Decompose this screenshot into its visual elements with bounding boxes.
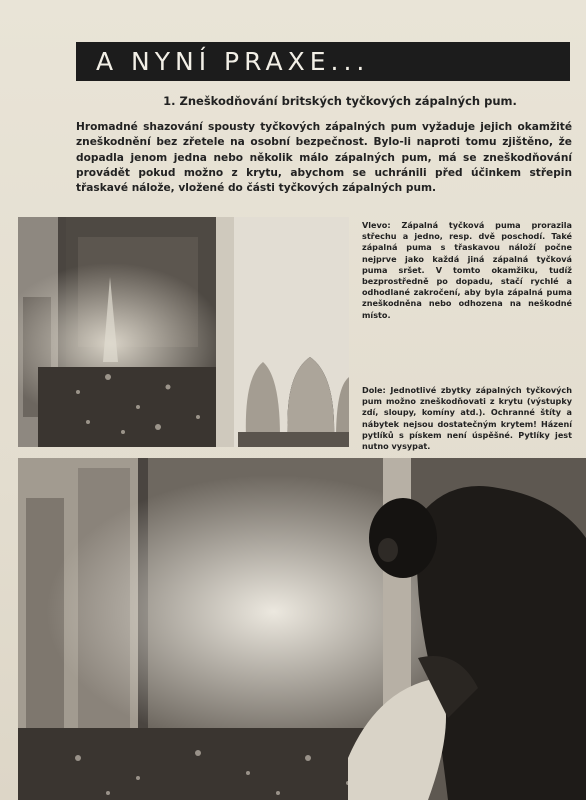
- section-heading: 1. Zneškodňování britských tyčkových zápalných pum.: [163, 94, 517, 108]
- caption-below: Dole: Jednotlivé zbytky zápalných tyčkových pum možno zneškodňovati z krytu (výstupky zdí, sloupy, komíny atd.). Ochranné štíty a nábytek nejsou dostatečným krytem! Házení pytlíků s pískem není úspěšné. Pytlíky jest nutno vysypat.: [362, 385, 572, 452]
- intro-paragraph: Hromadné shazování spousty tyčkových zápalných pum vyžaduje jejich okamžité zneškodnění bez zřetele na osobní bezpečnost. Bylo-li naproti tomu zjištěno, že dopadla jenom jedna nebo několik málo zápalných pum, má se zneškodňování provádět pokud možno z krytu, abychom se uchránili před účinkem střepin třaskavé nálože, vložené do části tyčkových zápalných pum.: [76, 121, 572, 195]
- caption-left: Vlevo: Zápalná tyčková puma prorazila střechu a jedno, resp. dvě poschodí. Také zápalná puma s třaskavou náloží počne nejprve jako každá jiná zápalná tyčková puma sršet. V tomto okamžiku, tudíž bezprostředně po dopadu, stačí rychlé a odhodlané zakročení, aby byla zápalná puma zneškodněna nebo odhozena na neškodné místo.: [362, 220, 572, 320]
- photo-masked-firefighter: [18, 458, 586, 800]
- page-title: A NYNÍ PRAXE...: [96, 47, 370, 76]
- title-banner: [76, 42, 570, 81]
- photo-incendiary-bomb-room: [18, 217, 349, 447]
